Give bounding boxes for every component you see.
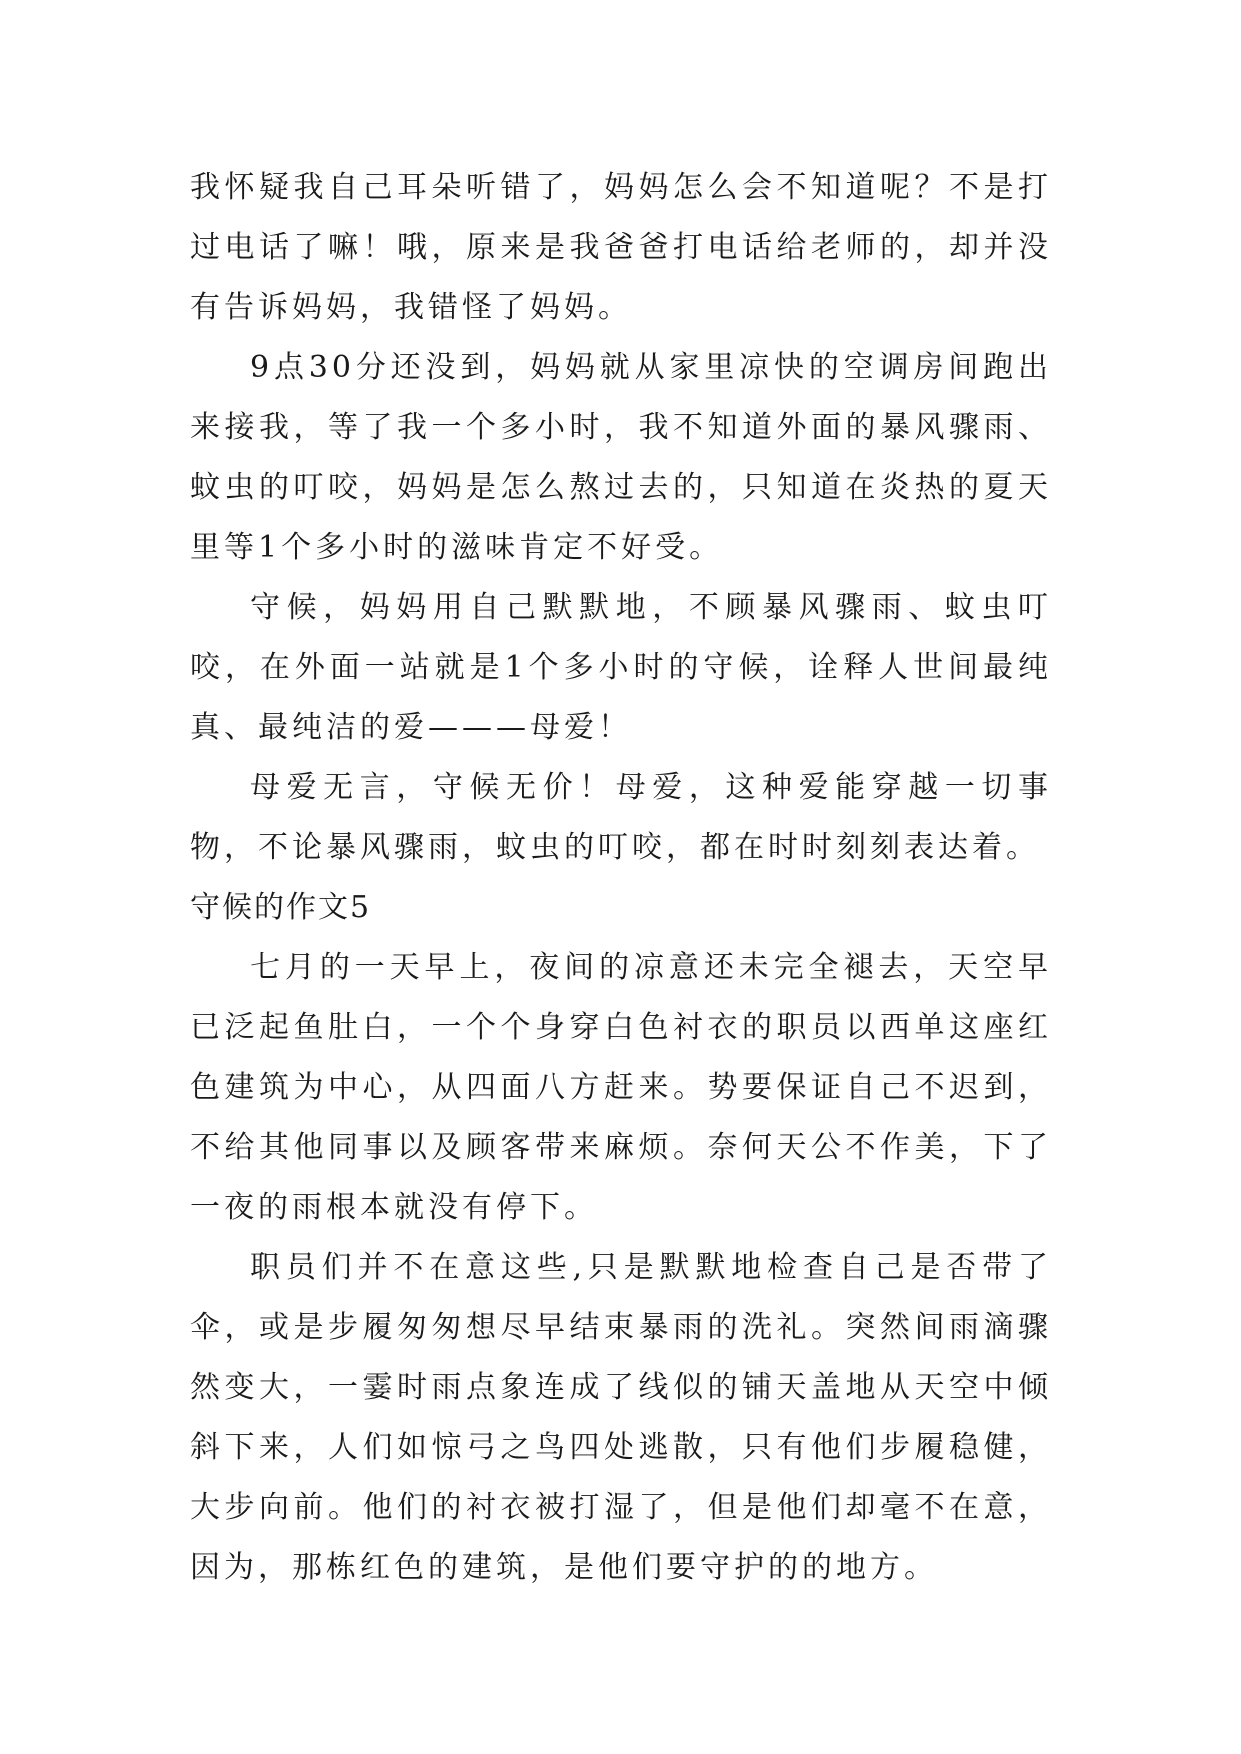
paragraph-4: 母爱无言，守候无价！母爱，这种爱能穿越一切事物，不论暴风骤雨，蚊虫的叮咬，都在时时刻刻表达着。 xyxy=(190,770,1052,865)
section-heading: 守候的作文5 xyxy=(190,890,372,925)
paragraph-6: 职员们并不在意这些,只是默默地检查自己是否带了伞，或是步履匆匆想尽早结束暴雨的洗礼。突然间雨滴骤然变大，一霎时雨点象连成了线似的铺天盖地从天空中倾斜下来，人们如惊弓之鸟四处逃散，只有他们步履稳健，大步向前。他们的衬衣被打湿了，但是他们却毫不在意，因为，那栋红色的建筑，是他们要守护的的地方。 xyxy=(190,1250,1052,1585)
paragraph-5: 七月的一天早上，夜间的凉意还未完全褪去，天空早已泛起鱼肚白，一个个身穿白色衬衣的职员以西单这座红色建筑为中心，从四面八方赶来。势要保证自己不迟到，不给其他同事以及顾客带来麻烦。奈何天公不作美，下了一夜的雨根本就没有停下。 xyxy=(190,950,1052,1225)
paragraph-3: 守候，妈妈用自己默默地，不顾暴风骤雨、蚊虫叮咬，在外面一站就是1个多小时的守候，诠释人世间最纯真、最纯洁的爱———母爱！ xyxy=(190,590,1052,745)
paragraph-2: 9点30分还没到，妈妈就从家里凉快的空调房间跑出来接我，等了我一个多小时，我不知道外面的暴风骤雨、蚊虫的叮咬，妈妈是怎么熬过去的，只知道在炎热的夏天里等1个多小时的滋味肯定不好受。 xyxy=(190,350,1052,565)
document-body xyxy=(190,158,1052,1598)
paragraph-1: 我怀疑我自己耳朵听错了，妈妈怎么会不知道呢？不是打过电话了嘛！哦，原来是我爸爸打电话给老师的，却并没有告诉妈妈，我错怪了妈妈。 xyxy=(190,170,1052,325)
